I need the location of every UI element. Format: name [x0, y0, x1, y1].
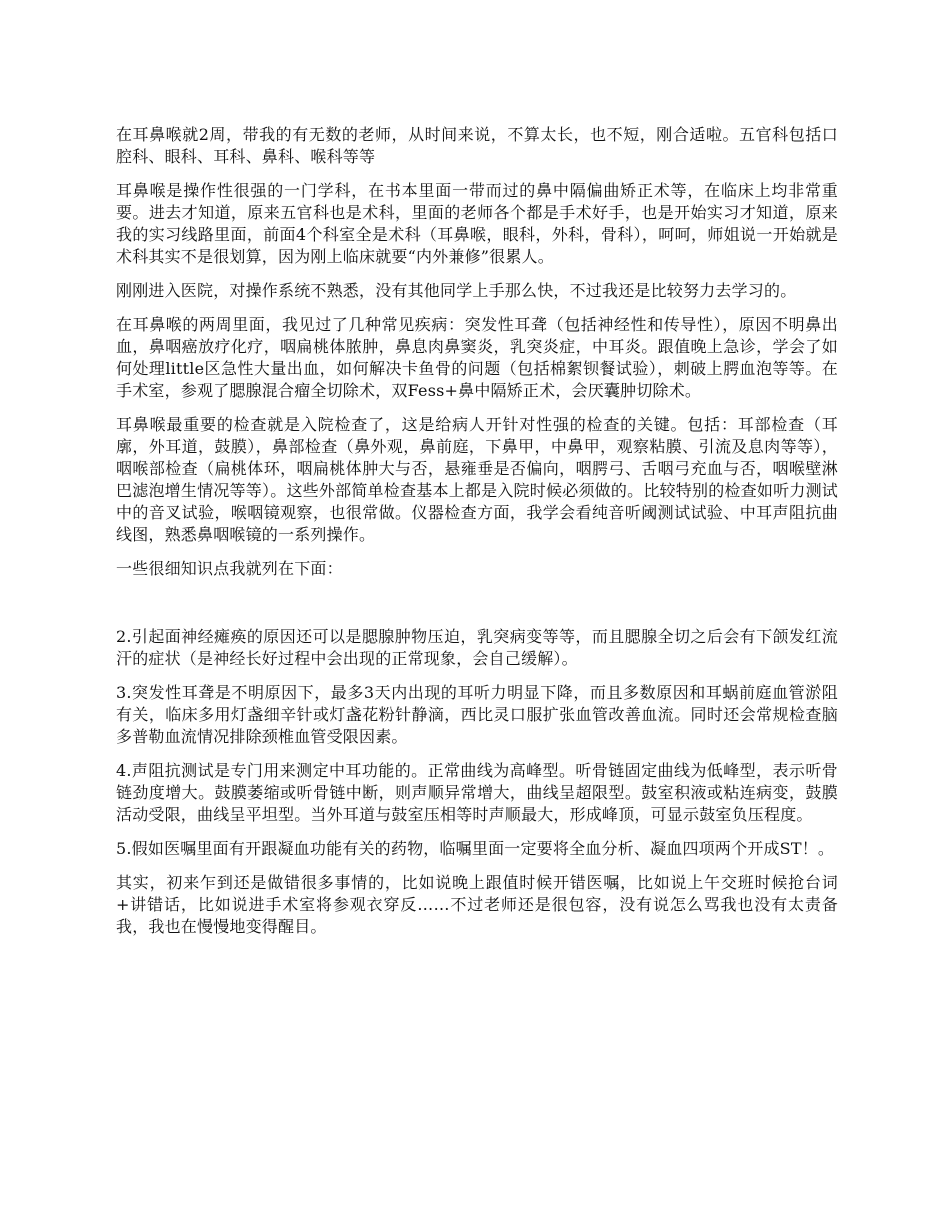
paragraph-reflection: 其实，初来乍到还是做错很多事情的，比如说晚上跟值时候开错医嘱，比如说上午交班时候抢台词+讲错话，比如说进手术室将参观衣穿反……不过老师还是很包容，没有说怎么骂我也没有太责备我，我也在慢慢地变得醒目。 [116, 873, 838, 936]
paragraph-admission-exam: 耳鼻喉最重要的检查就是入院检查了，这是给病人开针对性强的检查的关键。包括：耳部检查（耳廓，外耳道，鼓膜），鼻部检查（鼻外观，鼻前庭，下鼻甲，中鼻甲，观察粘膜、引流及息肉等等），咽喉部检查（扁桃体环，咽扁桃体肿大与否，悬雍垂是否偏向，咽腭弓、舌咽弓充血与否，咽喉壁淋巴滤泡增生情况等等）。这些外部简单检查基本上都是入院时候必须做的。比较特别的检查如听力测试中的音叉试验，喉咽镜观察，也很常做。仪器检查方面，我学会看纯音听阈测试试验、中耳声阻抗曲线图，熟悉鼻咽喉镜的一系列操作。 [116, 415, 838, 544]
paragraph-common-diseases: 在耳鼻喉的两周里面，我见过了几种常见疾病：突发性耳聋（包括神经性和传导性），原因不明鼻出血，鼻咽癌放疗化疗，咽扁桃体脓肿，鼻息肉鼻窦炎，乳突炎症，中耳炎。跟值晚上急诊，学会了如何处理little区急性大量出血，如何解决卡鱼骨的问题（包括棉絮钡餐试验），刺破上腭血泡等等。在手术室，参观了腮腺混合瘤全切除术，双Fess+鼻中隔矫正术，会厌囊肿切除术。 [116, 315, 838, 400]
point-coagulation-orders: 5.假如医嘱里面有开跟凝血功能有关的药物，临嘱里面一定要将全血分析、凝血四项两个开成ST！。 [116, 839, 835, 858]
point-acoustic-impedance: 4.声阻抗测试是专门用来测定中耳功能的。正常曲线为高峰型。听骨链固定曲线为低峰型，表示听骨链劲度增大。鼓膜萎缩或听骨链中断，则声顺异常增大，曲线呈超限型。鼓室积液或粘连病变，鼓膜活动受限，曲线呈平坦型。当外耳道与鼓室压相等时声顺最大，形成峰顶，可显示鼓室负压程度。 [116, 761, 838, 824]
blank-gap [116, 592, 838, 626]
document-body [116, 124, 838, 950]
paragraph-surgical-department: 耳鼻喉是操作性很强的一门学科，在书本里面一带而过的鼻中隔偏曲矫正术等，在临床上均非常重要。进去才知道，原来五官科也是术科，里面的老师各个都是手术好手，也是开始实习才知道，原来我的实习线路里面，前面4个科室全是术科（耳鼻喉，眼科，外科，骨科），呵呵，师姐说一开始就是术科其实不是很划算，因为刚上临床就要“内外兼修”很累人。 [116, 181, 838, 266]
paragraph-intro: 在耳鼻喉就2周，带我的有无数的老师，从时间来说，不算太长，也不短，刚合适啦。五官科包括口腔科、眼科、耳科、鼻科、喉科等等 [116, 125, 838, 166]
point-facial-nerve: 2.引起面神经瘫痪的原因还可以是腮腺肿物压迫，乳突病变等等，而且腮腺全切之后会有下颌发红流汗的症状（是神经长好过程中会出现的正常现象，会自己缓解）。 [116, 627, 838, 668]
paragraph-hospital-start: 刚刚进入医院，对操作系统不熟悉，没有其他同学上手那么快，不过我还是比较努力去学习的。 [116, 281, 797, 300]
point-sudden-deafness: 3.突发性耳聋是不明原因下，最多3天内出现的耳听力明显下降，而且多数原因和耳蜗前庭血管淤阻有关，临床多用灯盏细辛针或灯盏花粉针静滴，西比灵口服扩张血管改善血流。同时还会常规检查脑多普勒血流情况排除颈椎血管受限因素。 [116, 683, 838, 746]
paragraph-knowledge-intro: 一些很细知识点我就列在下面： [116, 559, 343, 578]
